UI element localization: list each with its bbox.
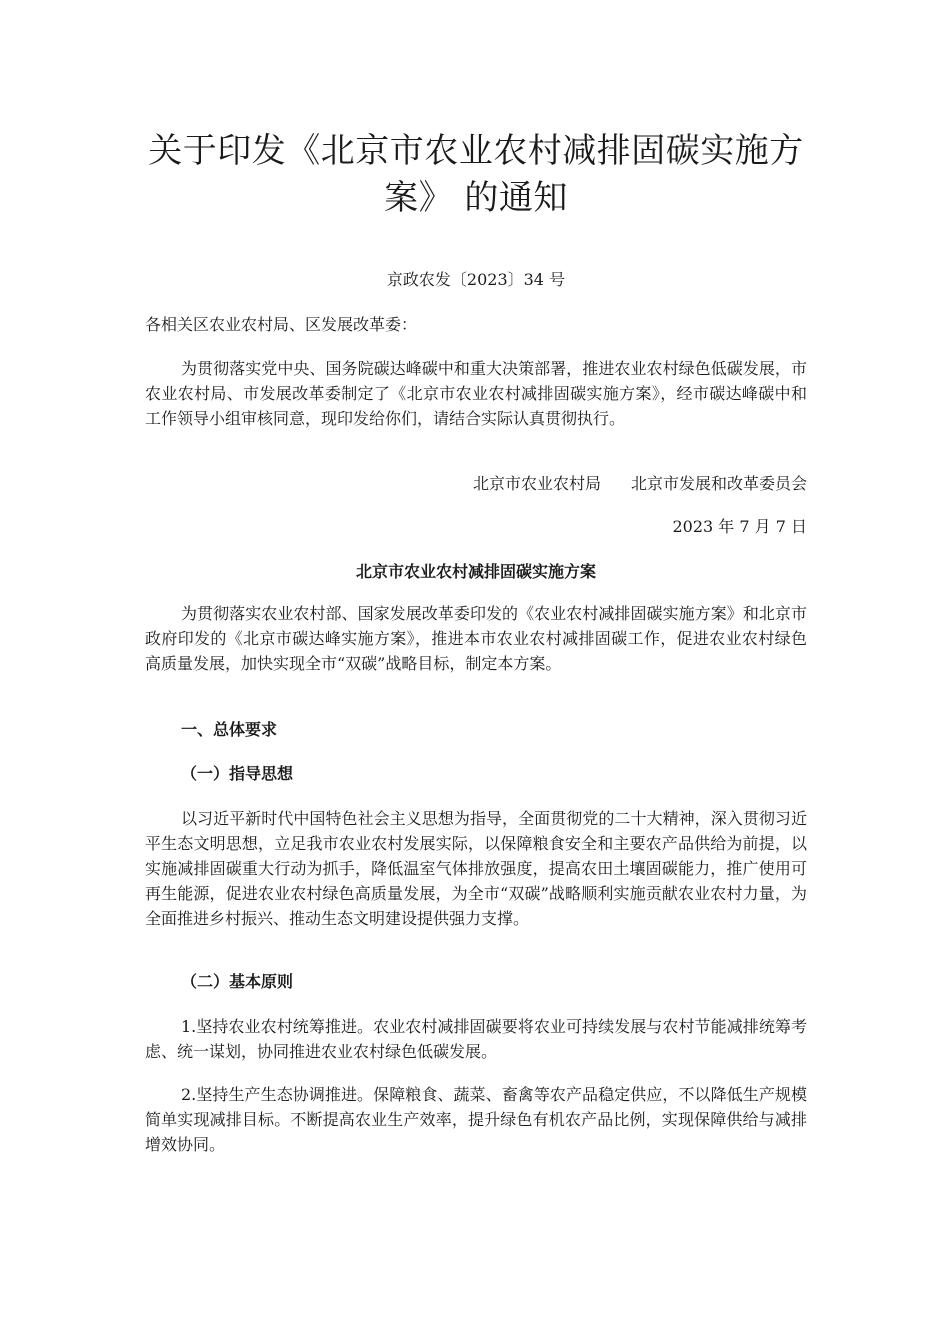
title-line-1: 关于印发《北京市农业农村减排固碳实施方 (148, 131, 804, 171)
document-title (145, 128, 807, 222)
guiding-ideology-body: 以习近平新时代中国特色社会主义思想为指导，全面贯彻党的二十大精神，深入贯彻习近平生态文明思想，立足我市农业农村发展实际，以保障粮食安全和主要农产品供给为前提，以实施减排固碳重大行动为抓手，降低温室气体排放强度，提高农田土壤固碳能力，推广使用可再生能源，促进农业农村绿色高质量发展，为全市“双碳”战略顺利实施贡献农业农村力量，为全面推进乡村振兴、推动生态文明建设提供强力支撑。 (145, 809, 807, 928)
subsection-heading-guiding-ideology: （一）指导思想 (181, 764, 294, 783)
plan-intro: 为贯彻落实农业农村部、国家发展改革委印发的《农业农村减排固碳实施方案》和北京市政府印发的《北京市碳达峰实施方案》，推进本市农业农村减排固碳工作，促进农业农村绿色高质量发展，加快实现全市“双碳”战略目标，制定本方案。 (145, 604, 807, 673)
document-number: 京政农发〔2023〕34 号 (386, 270, 566, 289)
section-heading-1: 一、总体要求 (181, 720, 278, 739)
signatory-org-2: 北京市发展和改革委员会 (630, 474, 807, 493)
signatory-org-1: 北京市农业农村局 (472, 474, 601, 493)
signatories (145, 472, 807, 496)
title-line-2: 案》 的通知 (384, 178, 568, 218)
plan-title: 北京市农业农村减排固碳实施方案 (355, 562, 596, 581)
notice-body: 为贯彻落实党中央、国务院碳达峰碳中和重大决策部署，推进农业农村绿色低碳发展，市农业农村局、市发展改革委制定了《北京市农业农村减排固碳实施方案》，经市碳达峰碳中和工作领导小组审核同意，现印发给你们，请结合实际认真贯彻执行。 (145, 359, 807, 428)
salutation: 各相关区农业农村局、区发展改革委： (145, 315, 418, 334)
principle-item-2: 2.坚持生产生态协调推进。保障粮食、蔬菜、畜禽等农产品稳定供应，不以降低生产规模简单实现减排目标。不断提高农业生产效率，提升绿色有机农产品比例，实现保障供给与减排增效协同。 (145, 1085, 807, 1154)
subsection-heading-basic-principles: （二）基本原则 (181, 972, 294, 991)
issue-date: 2023 年 7 月 7 日 (672, 517, 807, 536)
principle-item-1: 1.坚持农业农村统筹推进。农业农村减排固碳要将农业可持续发展与农村节能减排统筹考虑、统一谋划，协同推进农业农村绿色低碳发展。 (145, 1017, 807, 1061)
